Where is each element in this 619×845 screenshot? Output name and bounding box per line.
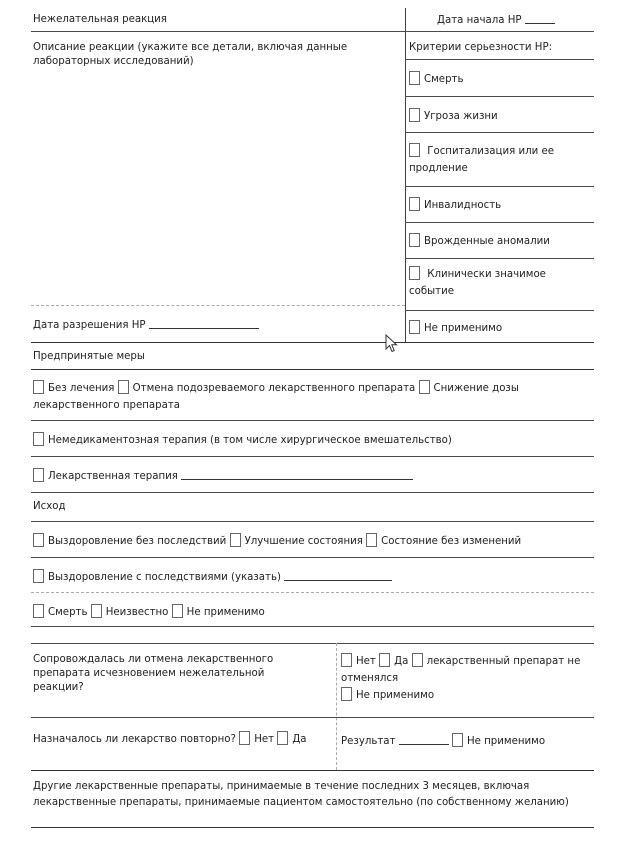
outcome-unchanged[interactable] <box>366 536 521 547</box>
option-label: Не применимо <box>424 323 503 334</box>
dechallenge-not-withdrawn[interactable] <box>341 656 580 684</box>
dechallenge-question: Сопровождалась ли отмена лекарственного препарата исчезновением нежелательной реакции? <box>33 654 274 693</box>
checkbox[interactable] <box>366 533 377 547</box>
checkbox[interactable] <box>409 266 420 280</box>
divider <box>31 456 594 457</box>
checkbox[interactable] <box>33 569 44 583</box>
checkbox[interactable] <box>172 604 183 618</box>
measures-row1 <box>33 380 593 414</box>
seriousness-option-congenital[interactable] <box>409 233 550 249</box>
measures-label: Предпринятые меры <box>33 351 145 362</box>
checkbox[interactable] <box>419 380 430 394</box>
seriousness-option-hospitalization[interactable] <box>409 143 589 177</box>
sequelae-blank[interactable] <box>284 570 392 581</box>
column-divider <box>336 643 337 770</box>
checkbox[interactable] <box>91 604 102 618</box>
option-label: Клинически значимое событие <box>409 269 546 297</box>
checkbox[interactable] <box>239 731 250 745</box>
seriousness-option-life-threat[interactable] <box>409 108 498 124</box>
other-drugs-label: Другие лекарственные препараты, принимаемые в течение последних 3 месяцев, включая лекарственные препараты, принимаемые пациентом самостоятельно (по собственному желанию) <box>33 781 569 808</box>
outcome-row1 <box>33 533 521 549</box>
checkbox[interactable] <box>277 731 288 745</box>
divider <box>31 521 594 522</box>
option-label: Выздоровление без последствий <box>48 536 227 547</box>
result-label: Результат <box>341 736 396 747</box>
divider <box>31 643 594 644</box>
adverse-reaction-label: Нежелательная реакция <box>33 14 167 25</box>
outcome-label: Исход <box>33 501 66 512</box>
option-label: Врожденные аномалии <box>424 236 550 247</box>
divider <box>31 420 594 421</box>
outcome-unknown[interactable] <box>91 607 169 618</box>
option-label: Нет <box>254 734 275 745</box>
seriousness-label: Критерии серьезности НР: <box>409 42 553 53</box>
option-label: Да <box>394 656 409 667</box>
checkbox[interactable] <box>33 380 44 394</box>
dashed-divider <box>31 592 594 593</box>
divider <box>31 626 594 627</box>
divider <box>31 770 594 771</box>
result-row <box>341 733 545 749</box>
dechallenge-no[interactable] <box>341 656 376 667</box>
option-label: Не применимо <box>466 736 546 747</box>
option-label: Улучшение состояния <box>244 536 363 547</box>
checkbox[interactable] <box>452 733 463 747</box>
option-label: Состояние без изменений <box>381 536 522 547</box>
checkbox[interactable] <box>118 380 129 394</box>
divider <box>31 717 594 718</box>
divider <box>405 132 594 133</box>
rechallenge-question: Назначалось ли лекарство повторно? <box>33 734 236 745</box>
onset-date-label: Дата начала НР <box>437 15 522 26</box>
checkbox[interactable] <box>341 687 352 701</box>
option-label: Лекарственная терапия <box>48 471 178 482</box>
option-label: Не применимо <box>356 690 435 701</box>
measure-no-treatment[interactable] <box>33 383 114 394</box>
seriousness-option-death[interactable] <box>409 71 463 87</box>
description-label: Описание реакции (укажите все детали, включая данные лабораторных исследований) <box>33 42 348 67</box>
checkbox[interactable] <box>379 653 390 667</box>
result-na[interactable] <box>452 736 545 747</box>
divider <box>405 310 594 311</box>
dechallenge-options <box>341 653 586 704</box>
checkbox[interactable] <box>409 320 420 334</box>
rechallenge-no[interactable] <box>239 734 274 745</box>
divider <box>405 186 594 187</box>
option-label: Немедикаментозная терапия (в том числе хирургическое вмешательство) <box>48 435 452 446</box>
outcome-sequelae[interactable] <box>33 569 392 585</box>
option-label: Неизвестно <box>105 607 169 618</box>
mouse-pointer-icon <box>385 334 399 354</box>
result-blank[interactable] <box>399 734 449 745</box>
outcome-row3 <box>33 604 265 620</box>
seriousness-option-clinically-significant[interactable] <box>409 266 589 300</box>
option-label: Смерть <box>424 74 464 85</box>
option-label: Госпитализация или ее продление <box>409 146 554 174</box>
rechallenge-yes[interactable] <box>277 734 306 745</box>
resolution-date-blank[interactable] <box>149 318 259 329</box>
checkbox[interactable] <box>33 533 44 547</box>
measure-drug[interactable] <box>33 468 413 484</box>
checkbox[interactable] <box>230 533 241 547</box>
outcome-recovered[interactable] <box>33 536 226 547</box>
divider <box>31 342 594 343</box>
divider <box>405 96 594 97</box>
seriousness-option-disability[interactable] <box>409 197 501 213</box>
checkbox[interactable] <box>412 653 423 667</box>
seriousness-option-na[interactable] <box>409 320 502 336</box>
dashed-divider <box>31 305 405 306</box>
checkbox[interactable] <box>409 233 420 247</box>
option-label: Не применимо <box>186 607 265 618</box>
option-label: Да <box>292 734 307 745</box>
divider <box>405 59 594 60</box>
option-label: Выздоровление с последствиями (указать) <box>48 572 281 583</box>
onset-date-field[interactable] <box>437 13 555 28</box>
divider <box>405 258 594 259</box>
measure-withdrawal[interactable] <box>118 383 416 394</box>
option-label: Смерть <box>48 607 88 618</box>
divider <box>31 369 594 370</box>
option-label: Без лечения <box>48 383 115 394</box>
drug-therapy-blank[interactable] <box>181 469 413 480</box>
onset-date-blank[interactable] <box>525 13 555 24</box>
checkbox[interactable] <box>341 653 352 667</box>
divider <box>31 557 594 558</box>
option-label: Отмена подозреваемого лекарственного препарата <box>132 383 416 394</box>
option-label: Нет <box>356 656 376 667</box>
outcome-death[interactable] <box>33 607 87 618</box>
checkbox[interactable] <box>409 143 420 157</box>
checkbox[interactable] <box>409 197 420 211</box>
option-label: Угроза жизни <box>424 111 498 122</box>
outcome-improved[interactable] <box>230 536 363 547</box>
checkbox[interactable] <box>33 468 44 482</box>
resolution-date-label: Дата разрешения НР <box>33 320 146 331</box>
option-label: лекарственный препарат не отменялся <box>341 656 581 684</box>
option-label: Снижение дозы лекарственного препарата <box>33 383 519 411</box>
dechallenge-yes[interactable] <box>379 656 408 667</box>
outcome-na[interactable] <box>172 607 265 618</box>
checkbox[interactable] <box>33 432 44 446</box>
measure-nondrug[interactable] <box>33 432 452 448</box>
checkbox[interactable] <box>409 108 420 122</box>
checkbox[interactable] <box>409 71 420 85</box>
divider <box>31 31 594 32</box>
option-label: Инвалидность <box>424 200 502 211</box>
checkbox[interactable] <box>33 604 44 618</box>
divider <box>31 827 594 828</box>
divider <box>31 492 594 493</box>
rechallenge-row <box>33 731 333 748</box>
dechallenge-na[interactable] <box>341 690 434 701</box>
divider <box>405 222 594 223</box>
resolution-date-field[interactable] <box>33 318 259 333</box>
